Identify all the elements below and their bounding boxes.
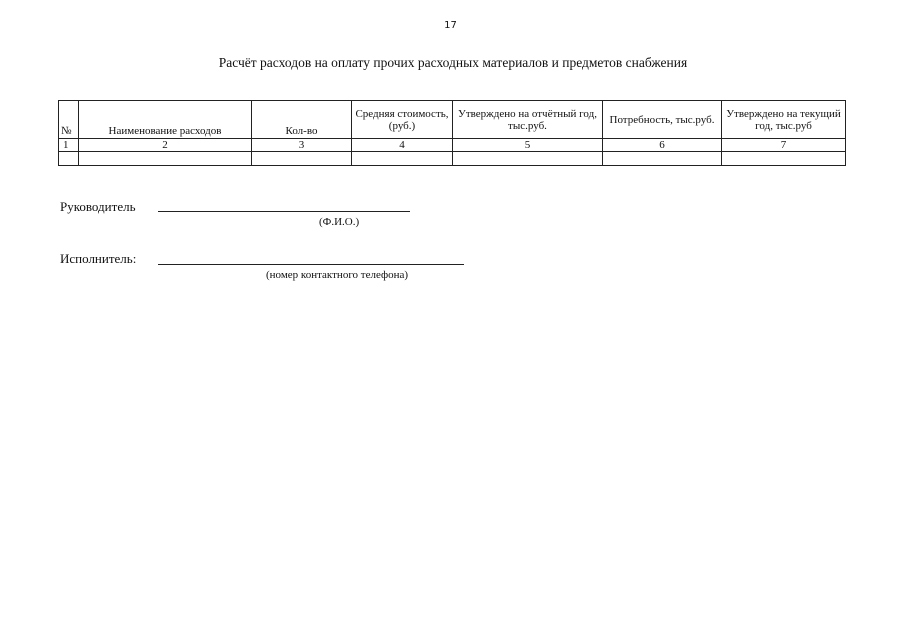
executor-phone-hint: (номер контактного телефона) [266, 269, 409, 281]
table-cell: 7 [722, 139, 846, 152]
expenses-table [58, 100, 846, 166]
table-cell [603, 152, 722, 166]
executor-label: Исполнитель: [60, 251, 137, 266]
table-cell: 6 [603, 139, 722, 152]
table-cell [453, 152, 603, 166]
table-header-row [59, 101, 846, 139]
header-number: № [59, 101, 79, 139]
table-cell [79, 152, 252, 166]
header-average-cost: Средняя стоимость, (руб.) [352, 101, 453, 139]
head-signature-line [158, 211, 410, 212]
table-row [59, 152, 846, 166]
head-label: Руководитель [60, 199, 136, 214]
executor-signature-line [158, 264, 464, 265]
header-approved-reporting-year: Утверждено на отчётный год, тыс.руб. [453, 101, 603, 139]
table-row-column-numbers [59, 139, 846, 152]
header-approved-current-year: Утверждено на текущий год, тыс.руб [722, 101, 846, 139]
header-quantity: Кол-во [252, 101, 352, 139]
table-cell [722, 152, 846, 166]
table-cell: 4 [352, 139, 453, 152]
table-cell [252, 152, 352, 166]
document-title: Расчёт расходов на оплату прочих расходных материалов и предметов снабжения [218, 55, 688, 70]
header-requirement: Потребность, тыс.руб. [603, 101, 722, 139]
table-cell: 3 [252, 139, 352, 152]
head-name-hint: (Ф.И.О.) [319, 216, 360, 228]
header-expense-name: Наименование расходов [79, 101, 252, 139]
table-cell: 2 [79, 139, 252, 152]
table-cell [352, 152, 453, 166]
table-cell [59, 152, 79, 166]
table-cell: 5 [453, 139, 603, 152]
page-number: 17 [444, 20, 457, 31]
table-cell: 1 [59, 139, 79, 152]
